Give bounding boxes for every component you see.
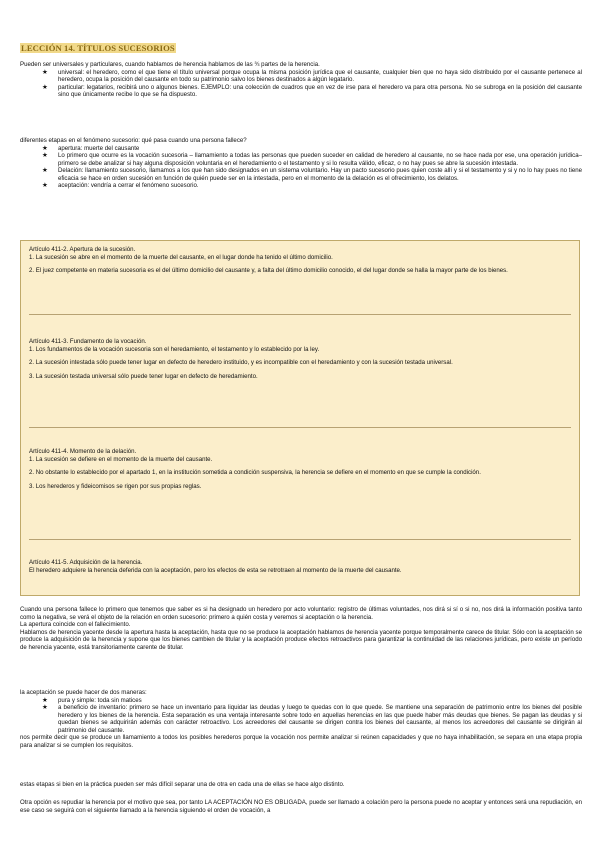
articles-box	[20, 240, 580, 596]
aceptacion-list	[20, 697, 582, 735]
lesson-title: LECCIÓN 14. TÍTULOS SUCESORIOS	[21, 43, 175, 53]
paragraph: estas etapas si bien en la práctica pueden ser más difícil separar una de otra en cada una de ellas se hace algo distinto.	[20, 781, 345, 788]
paragraph: la aceptación se puede hacer de dos maneras:	[20, 689, 147, 696]
article-411-5	[29, 559, 571, 574]
etapas-section	[20, 137, 582, 190]
etapas-list	[20, 145, 582, 190]
article-heading: Artículo 411-4. Momento de la delación.	[29, 448, 137, 455]
article-paragraph: 2. No obstante lo establecido por el apartado 1, en la institución sometida a condición suspensiva, la herencia se defiere en el momento en que se cumple la condición.	[29, 469, 481, 476]
list-item: ★ pura y simple: toda sin matices	[20, 697, 582, 705]
paragraph: Hablamos de herencia yacente desde la apertura hasta la aceptación, hasta que no se produce la aceptación hablamos de herencia yacente porque temporalmente carece de titular. Sólo con la aceptación se produce la adquisición de la herencia y supone que los bienes cambien de titular y la aceptación produce efectos retroactivos para garantizar la continuidad de las relaciones jurídicas, pero existe un período de herencia yacente, está transitoriamente carente de titular.	[20, 628, 582, 651]
article-paragraph: 3. La sucesión testada universal sólo puede tener lugar en defecto de heredamiento.	[29, 372, 258, 380]
article-heading: Artículo 411-2. Apertura de la sucesión.	[29, 246, 136, 253]
article-paragraph: El heredero adquiere la herencia deferida con la aceptación, pero los efectos de esta se retrotraen al momento de la muerte del causante.	[29, 566, 402, 574]
after-section	[20, 606, 582, 651]
paragraph: Cuando una persona fallece lo primero que tenemos que saber es si ha designado un heredero por acto voluntario: registro de últimas voluntades, nos dirá si sí o si no, nos dirá la información positiva tanto como la negativa, se verá el objeto de la relación en orden sucesorio: primero a quién costa y veremos si aceptación o la herencia.	[20, 606, 582, 621]
list-item: ★ aceptación: vendría a cerrar el fenómeno sucesorio.	[20, 182, 582, 190]
article-411-4	[29, 448, 571, 490]
divider	[29, 427, 571, 428]
list-item: ★ Delación: llamamiento sucesorio, llamamos a los que han sido designados en un sistema voluntario. Hay un pacto sucesorio pues quien coste allí y si el testamento y si y no lo hay pues no tiene eficacia se hace en orden sucesión en función de quién puede ser en la intestada, pero en el momento de la delación es el ofrecimiento, los delatos.	[20, 167, 582, 182]
intro-section	[20, 61, 582, 99]
article-411-3	[29, 338, 571, 380]
article-paragraph: 3. Los herederos y fideicomisos se rigen por sus propias reglas.	[29, 482, 202, 490]
article-paragraph: 1. La sucesión se abre en el momento de la muerte del causante, en el lugar donde ha tenido el último domicilio.	[29, 253, 333, 261]
paragraph: La apertura coincide con el fallecimiento.	[20, 621, 131, 628]
article-paragraph: 1. La sucesión se defiere en el momento de la muerte del causante.	[29, 455, 213, 463]
list-item: ★ particular: legatarios, recibirá uno o algunos bienes. EJEMPLO: una colección de cuadros que en vez de irse para el heredero va para otra persona. No se subroga en la posición del causante sino que únicamente recibe lo que se ha dispuesto.	[20, 84, 582, 99]
list-item: ★ universal: el heredero, como el que tiene el título universal porque ocupa la misma posición jurídica que el causante, cualquier bien que no haya sido distribuido por el causante pertenece al heredero, ocupa la posición del causante en todo su patrimonio salvo los bienes destinados a algún legatario.	[20, 69, 582, 84]
etapas-lead: diferentes etapas en el fenómeno sucesorio: qué pasa cuando una persona fallece?	[20, 137, 247, 144]
article-paragraph: 2. El juez competente en materia sucesoria es el del último domicilio del causante y, a falta del último domicilio conocido, el del lugar donde se halla la mayor parte de los bienes.	[29, 267, 508, 274]
article-paragraph: 2. La sucesión intestada sólo puede tener lugar en defecto de heredero instituido, y es incompatible con el heredamiento y con la sucesión testada universal.	[29, 359, 453, 366]
article-paragraph: 1. Los fundamentos de la vocación sucesoria son el heredamiento, el testamento y lo establecido por la ley.	[29, 345, 320, 353]
intro-lead: Pueden ser universales y particulares, cuando hablamos de herencia hablamos de las ¾ partes de la herencia.	[20, 61, 320, 68]
list-item: ★ apertura: muerte del causante	[20, 145, 582, 153]
divider	[29, 539, 571, 540]
etapas-note	[20, 781, 582, 789]
article-411-2	[29, 246, 571, 275]
list-item: ★ a beneficio de inventario: primero se hace un inventario para liquidar las deudas y luego te quedas con lo que quede. Se mantiene una separación de patrimonio entre los bienes del posible heredero y los bienes de la herencia. Esta separación es una ventaja interesante sobre todo en aquellas herencias en las que puede haber más deudas que bienes. Se pagan las deudas y si quedan bienes se adquirirán además con carácter retroactivo. Los acreedores del causante se dirigen contra los bienes del causante, al menos los acreedores del causante se dirigirán al patrimonio del causante.	[20, 704, 582, 734]
paragraph: nos permite decir que se produce un llamamiento a todos los posibles herederos porque la vocación nos permite analizar si reúnen capacidades y que no haya inhabilitación, se separa en una etapa propia para analizar si se cumplen los requisitos.	[20, 734, 582, 749]
repudiacion-note	[20, 799, 582, 814]
article-heading: Artículo 411-5. Adquisición de la herencia.	[29, 559, 143, 566]
list-item: ★ Lo primero que ocurre es la vocación sucesoria – llamamiento a todas las personas que pueden suceder en calidad de heredero al causante, no se hace nada por ese, una operación jurídica– primero se debe analizar si hay alguna disposición voluntaria en el heredamiento o el testamento y si lo resulta válido, eficaz, o no hay pues se abre la sucesión intestada.	[20, 152, 582, 167]
intro-list	[20, 69, 582, 99]
aceptacion-section	[20, 689, 582, 749]
article-heading: Artículo 411-3. Fundamento de la vocación.	[29, 338, 147, 345]
divider	[29, 314, 571, 315]
paragraph: Otra opción es repudiar la herencia por el motivo que sea, por tanto LA ACEPTACIÓN NO ES OBLIGADA, puede ser llamado a colación pero la persona puede no aceptar y entonces será una repudiación, en ese caso se seguirá con el siguiente llamado a la herencia siguiendo el orden de vocación, a	[20, 799, 582, 814]
